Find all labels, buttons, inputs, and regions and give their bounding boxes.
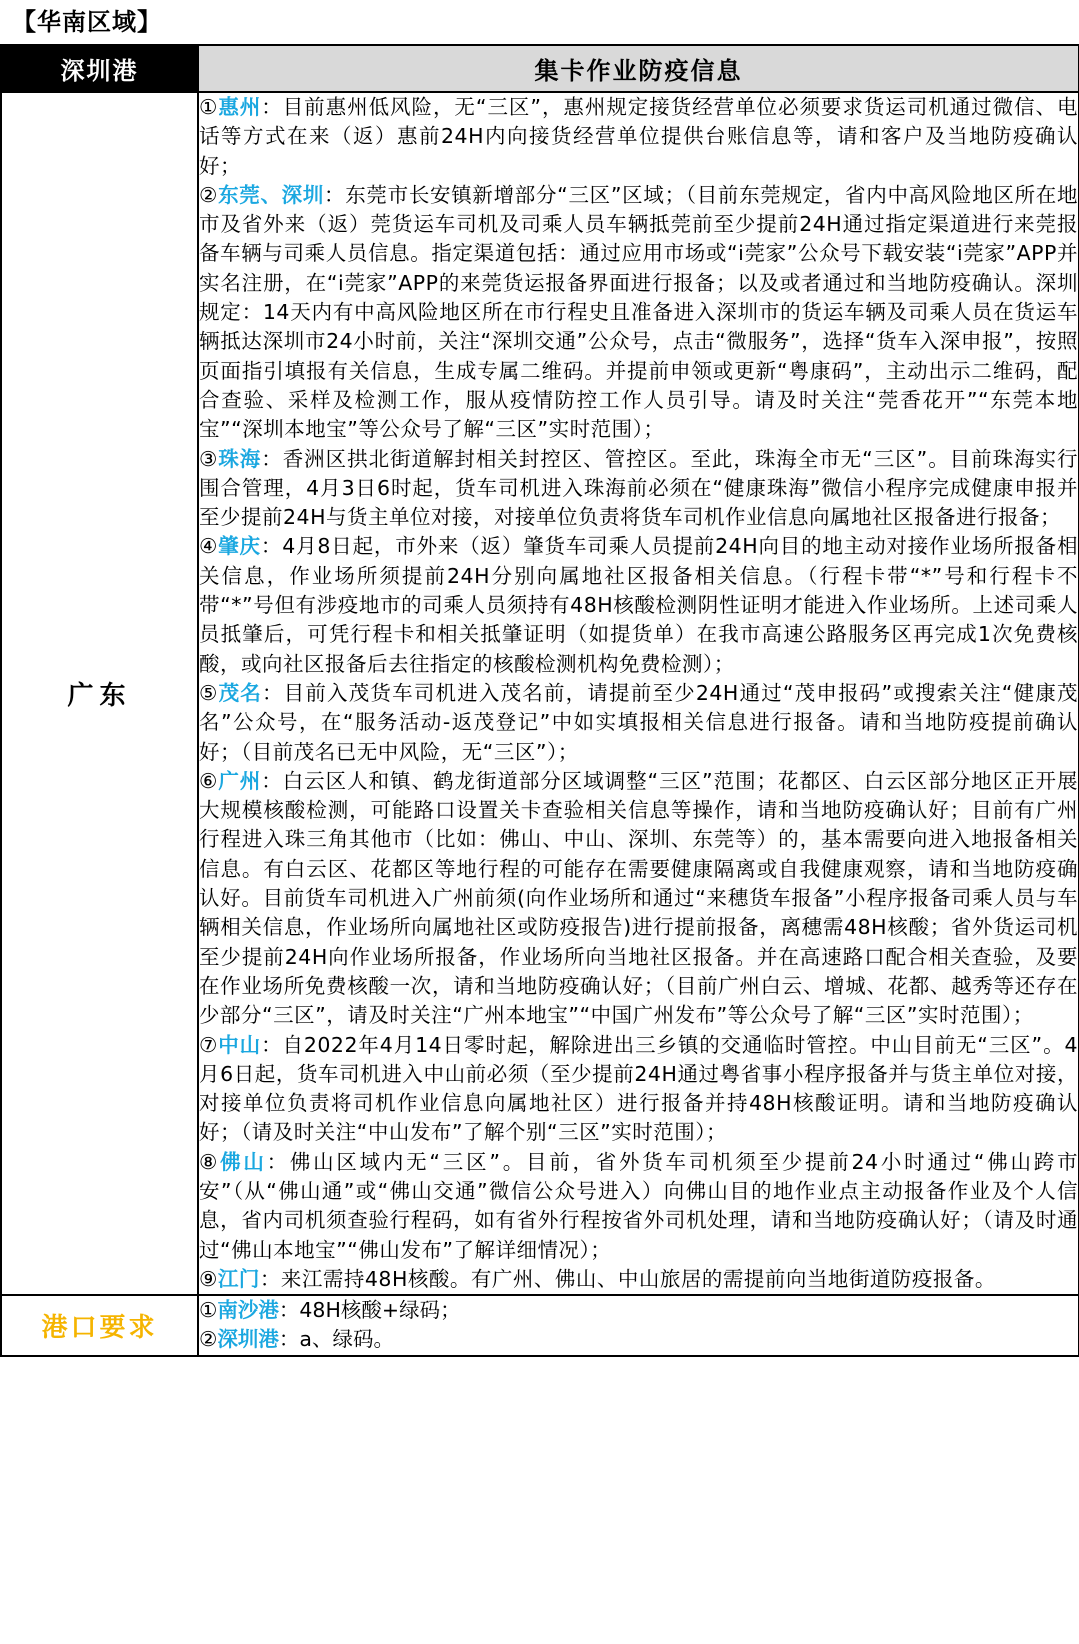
port-name: 深圳港 <box>217 1327 279 1352</box>
item-num: ② <box>199 182 219 207</box>
list-item <box>199 181 1078 445</box>
item-num: ① <box>199 95 219 119</box>
item-num: ④ <box>199 534 219 559</box>
list-item <box>199 767 1078 1031</box>
item-num: ⑧ <box>199 1149 221 1174</box>
list-item <box>199 1325 1078 1354</box>
header-port: 深圳港 <box>1 45 198 92</box>
city-name: 广州 <box>218 768 262 793</box>
city-name: 江门 <box>217 1266 260 1291</box>
item-text: ：佛山区域内无“三区”。目前，省外货车司机须至少提前24小时通过“佛山跨市安”（从“佛山通”或“佛山交通”微信公众号进入）向佛山目的地作业点主动报备作业及个人信息，省内司机须查验行程码，如有省外行程按省外司机处理，请和当地防疫确认好；（请及时通过“佛山本地宝”“佛山发布”了解详细情况）； <box>199 1149 1078 1262</box>
item-text: ：来江需持48H核酸。有广州、佛山、中山旅居的需提前向当地街道防疫报备。 <box>259 1266 996 1291</box>
item-text: ：目前惠州低风险，无“三区”，惠州规定接货经营单位必须要求货运司机通过微信、电话等方式在来（返）惠前24H内向接货经营单位提供台账信息等，请和客户及当地防疫确认好； <box>199 95 1078 178</box>
header-row <box>1 45 1079 92</box>
item-num: ① <box>199 1298 218 1323</box>
requirements-label: 港口要求 <box>1 1295 198 1356</box>
info-table <box>0 44 1079 1357</box>
list-item <box>199 1265 1078 1294</box>
item-text: ：48H核酸+绿码； <box>278 1298 461 1323</box>
city-name: 中山 <box>218 1032 262 1057</box>
item-num: ⑤ <box>199 680 219 705</box>
item-text: ：目前入茂货车司机进入茂名前，请提前至少24H通过“茂申报码”或搜索关注“健康茂名”公众号，在“服务活动-返茂登记”中如实填报相关信息进行报备。请和当地防疫提前确认好；（目前茂名已无中风险，无“三区”）； <box>199 680 1078 764</box>
item-text: ：4月8日起，市外来（返）肇货车司乘人员提前24H向目的地主动对接作业场所报备相关信息，作业场所须提前24H分别向属地社区报备相关信息。（行程卡带“*”号和行程卡不带“*”号但有涉疫地市的司乘人员须持有48H核酸检测阴性证明才能进入作业场所。上述司乘人员抵肇后，可凭行程卡和相关抵肇证明（如提货单）在我市高速公路服务区再完成1次免费核酸，或向社区报备后去往指定的核酸检测机构免费检测）； <box>199 534 1078 676</box>
item-num: ⑥ <box>199 768 219 793</box>
list-item <box>199 1296 1078 1325</box>
requirements-row <box>1 1295 1079 1356</box>
item-num: ⑦ <box>199 1032 219 1057</box>
region-items <box>198 92 1079 1295</box>
list-item <box>199 532 1078 678</box>
region-label: 广东 <box>1 92 198 1295</box>
item-text: ：自2022年4月14日零时起，解除进出三乡镇的交通临时管控。中山目前无“三区”。4月6日起，货车司机进入中山前必须（至少提前24H通过粤省事小程序报备并与货主单位对接，对接单位负责将司机作业信息向属地社区）进行报备并持48H核酸证明。请和当地防疫确认好；（请及时关注“中山发布”了解个别“三区”实时范围）； <box>199 1032 1078 1145</box>
item-text: ：香洲区拱北街道解封相关封控区、管控区。至此，珠海全市无“三区”。目前珠海实行围合管理，4月3日6时起，货车司机进入珠海前必须在“健康珠海”微信小程序完成健康申报并至少提前24H与货主单位对接，对接单位负责将货车司机作业信息向属地社区报备进行报备； <box>199 446 1078 530</box>
city-name: 东莞、深圳 <box>218 182 325 207</box>
city-name: 肇庆 <box>218 534 261 559</box>
city-name: 惠州 <box>218 95 262 119</box>
section-title: 【华南区域】 <box>12 8 162 36</box>
item-text: ：a、绿码。 <box>278 1327 394 1352</box>
list-item <box>199 679 1078 767</box>
item-num: ③ <box>199 446 219 471</box>
list-item <box>199 93 1078 181</box>
item-text: ：白云区人和镇、鹤龙街道部分区域调整“三区”范围；花都区、白云区部分地区正开展大规模核酸检测，可能路口设置关卡查验相关信息等操作，请和当地防疫确认好；目前有广州行程进入珠三角其他市（比如：佛山、中山、深圳、东莞等）的，基本需要向进入地报备相关信息。有白云区、花都区等地行程的可能存在需要健康隔离或自我健康观察，请和当地防疫确认好。目前货车司机进入广州前须(向作业场所和通过“来穗货车报备”小程序报备司乘人员与车辆相关信息，作业场所向属地社区或防疫报告)进行提前报备，离穗需48H核酸；省外货运司机至少提前24H向作业场所报备，作业场所向当地社区报备。并在高速路口配合相关查验，及要在作业场所免费核酸一次，请和当地防疫确认好；（目前广州白云、增城、花都、越秀等还存在少部分“三区”，请及时关注“广州本地宝”“中国广州发布”等公众号了解“三区”实时范围）； <box>199 768 1078 1028</box>
city-name: 佛山 <box>220 1149 267 1174</box>
list-item <box>199 1031 1078 1148</box>
item-num: ⑨ <box>199 1266 218 1291</box>
port-name: 南沙港 <box>217 1298 279 1323</box>
city-name: 茂名 <box>218 680 262 705</box>
city-name: 珠海 <box>218 446 262 471</box>
item-text: ：东莞市长安镇新增部分“三区”区域；（目前东莞规定，省内中高风险地区所在地市及省外来（返）莞货运车司机及司乘人员车辆抵莞前至少提前24H通过指定渠道进行来莞报备车辆与司乘人员信息。指定渠道包括：通过应用市场或“i莞家”公众号下载安装“i莞家”APP并实名注册，在“i莞家”APP的来莞货运报备界面进行报备；以及或者通过和当地防疫确认。深圳规定：14天内有中高风险地区所在市行程史且准备进入深圳市的货运车辆及司乘人员在货运车辆抵达深圳市24小时前，关注“深圳交通”公众号，点击“微服务”，选择“货车入深申报”，按照页面指引填报有关信息，生成专属二维码。并提前申领或更新“粤康码”，主动出示二维码，配合查验、采样及检测工作，服从疫情防控工作人员引导。请及时关注“莞香花开”“东莞本地宝”“深圳本地宝”等公众号了解“三区”实时范围）； <box>199 182 1078 442</box>
list-item <box>199 445 1078 533</box>
item-num: ② <box>199 1327 218 1352</box>
guangdong-row <box>1 92 1079 1295</box>
list-item <box>199 1148 1078 1265</box>
requirements-items <box>198 1295 1079 1356</box>
header-info: 集卡作业防疫信息 <box>198 45 1079 92</box>
